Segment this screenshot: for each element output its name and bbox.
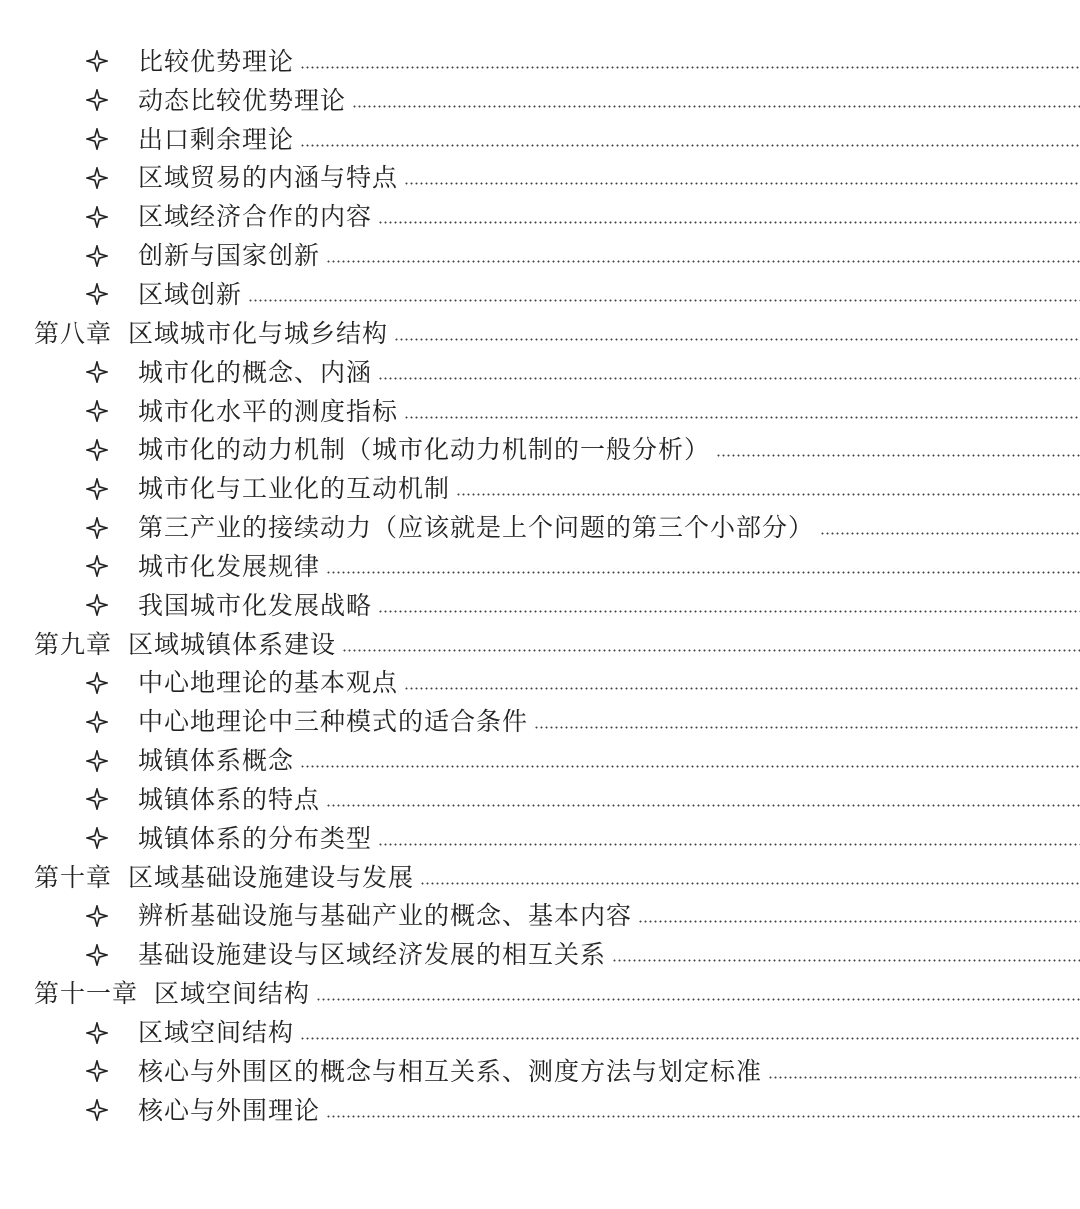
dot-leader — [300, 142, 1080, 148]
four-point-star-icon — [86, 672, 108, 694]
toc-item-label: 城镇体系概念 — [138, 746, 295, 776]
toc-item-label: 动态比较优势理论 — [138, 85, 347, 115]
four-point-star-icon — [86, 788, 108, 810]
dot-leader — [326, 259, 1080, 265]
four-point-star-icon — [86, 478, 108, 500]
dot-leader — [820, 531, 1080, 537]
dot-leader — [716, 453, 1080, 459]
toc-item-label: 核心与外围理论 — [138, 1095, 321, 1125]
dot-leader — [326, 1113, 1080, 1119]
chapter-number: 第九章 — [34, 629, 113, 659]
toc-chapter[interactable] — [0, 858, 1080, 897]
toc-item[interactable] — [0, 1013, 1080, 1052]
dot-leader — [378, 841, 1080, 847]
dot-leader — [352, 103, 1080, 109]
four-point-star-icon — [86, 1022, 108, 1044]
four-point-star-icon — [86, 750, 108, 772]
toc-item[interactable] — [0, 1091, 1080, 1130]
four-point-star-icon — [86, 905, 108, 927]
four-point-star-icon — [86, 89, 108, 111]
dot-leader — [378, 375, 1080, 381]
four-point-star-icon — [86, 361, 108, 383]
four-point-star-icon — [86, 711, 108, 733]
chapter-title: 区域基础设施建设与发展 — [128, 862, 415, 892]
toc-item[interactable] — [0, 935, 1080, 974]
dot-leader — [612, 958, 1080, 964]
dot-leader — [420, 880, 1080, 886]
toc-item[interactable] — [0, 819, 1080, 858]
toc-item[interactable] — [0, 547, 1080, 586]
dot-leader — [404, 181, 1080, 187]
chapter-number: 第十一章 — [34, 979, 139, 1009]
chapter-title: 区域城镇体系建设 — [128, 629, 337, 659]
toc-item-label: 城市化水平的测度指标 — [138, 396, 399, 426]
four-point-star-icon — [86, 283, 108, 305]
dot-leader — [534, 725, 1080, 731]
toc-item-label: 城镇体系的分布类型 — [138, 823, 373, 853]
toc-item-label: 城市化的概念、内涵 — [138, 357, 373, 387]
toc-item-label: 中心地理论的基本观点 — [138, 668, 399, 698]
four-point-star-icon — [86, 50, 108, 72]
four-point-star-icon — [86, 439, 108, 461]
toc-item-label: 中心地理论中三种模式的适合条件 — [138, 707, 529, 737]
dot-leader — [378, 220, 1080, 226]
toc-item-label: 辨析基础设施与基础产业的概念、基本内容 — [138, 901, 633, 931]
dot-leader — [300, 1036, 1080, 1042]
dot-leader — [638, 919, 1080, 925]
toc-item-label: 城市化的动力机制（城市化动力机制的一般分析） — [138, 435, 711, 465]
dot-leader — [456, 492, 1080, 498]
toc-item-label: 比较优势理论 — [138, 46, 295, 76]
four-point-star-icon — [86, 1060, 108, 1082]
chapter-title: 区域空间结构 — [154, 979, 311, 1009]
toc-item-label: 出口剩余理论 — [138, 124, 295, 154]
chapter-number: 第十章 — [34, 862, 113, 892]
toc-item-label: 基础设施建设与区域经济发展的相互关系 — [138, 940, 607, 970]
toc-item[interactable] — [0, 897, 1080, 936]
toc-item[interactable] — [0, 353, 1080, 392]
four-point-star-icon — [86, 827, 108, 849]
toc-item[interactable] — [0, 42, 1080, 81]
dot-leader — [300, 64, 1080, 70]
four-point-star-icon — [86, 594, 108, 616]
dot-leader — [394, 336, 1080, 342]
toc-chapter[interactable] — [0, 625, 1080, 664]
four-point-star-icon — [86, 944, 108, 966]
toc-item[interactable] — [0, 780, 1080, 819]
dot-leader — [378, 608, 1080, 614]
toc-item[interactable] — [0, 392, 1080, 431]
toc-item[interactable] — [0, 159, 1080, 198]
dot-leader — [316, 997, 1080, 1003]
toc-item[interactable] — [0, 664, 1080, 703]
toc-item-label: 核心与外围区的概念与相互关系、测度方法与划定标准 — [138, 1056, 763, 1086]
toc-item-label: 城镇体系的特点 — [138, 784, 321, 814]
four-point-star-icon — [86, 245, 108, 267]
toc-item[interactable] — [0, 508, 1080, 547]
dot-leader — [404, 686, 1080, 692]
four-point-star-icon — [86, 206, 108, 228]
toc-item[interactable] — [0, 1052, 1080, 1091]
chapter-title: 区域城市化与城乡结构 — [128, 318, 389, 348]
dot-leader — [248, 297, 1080, 303]
toc-item[interactable] — [0, 586, 1080, 625]
dot-leader — [404, 414, 1080, 420]
toc-item[interactable] — [0, 702, 1080, 741]
toc-item-label: 区域经济合作的内容 — [138, 202, 373, 232]
toc-item-label: 第三产业的接续动力（应该就是上个问题的第三个小部分） — [138, 513, 815, 543]
toc-chapter[interactable] — [0, 974, 1080, 1013]
four-point-star-icon — [86, 400, 108, 422]
dot-leader — [326, 569, 1080, 575]
table-of-contents — [0, 42, 1080, 1130]
four-point-star-icon — [86, 517, 108, 539]
toc-item-label: 区域空间结构 — [138, 1018, 295, 1048]
toc-item[interactable] — [0, 236, 1080, 275]
four-point-star-icon — [86, 167, 108, 189]
toc-item-label: 区域创新 — [138, 279, 243, 309]
toc-item-label: 城市化发展规律 — [138, 551, 321, 581]
dot-leader — [300, 764, 1080, 770]
toc-item[interactable] — [0, 81, 1080, 120]
four-point-star-icon — [86, 1099, 108, 1121]
four-point-star-icon — [86, 128, 108, 150]
dot-leader — [342, 647, 1080, 653]
toc-item[interactable] — [0, 197, 1080, 236]
dot-leader — [768, 1074, 1080, 1080]
toc-item[interactable] — [0, 469, 1080, 508]
toc-item-label: 我国城市化发展战略 — [138, 590, 373, 620]
toc-chapter[interactable] — [0, 314, 1080, 353]
chapter-number: 第八章 — [34, 318, 113, 348]
toc-item[interactable] — [0, 120, 1080, 159]
dot-leader — [326, 802, 1080, 808]
toc-item-label: 城市化与工业化的互动机制 — [138, 474, 451, 504]
toc-item-label: 区域贸易的内涵与特点 — [138, 163, 399, 193]
four-point-star-icon — [86, 555, 108, 577]
toc-item-label: 创新与国家创新 — [138, 241, 321, 271]
toc-item[interactable] — [0, 430, 1080, 469]
toc-item[interactable] — [0, 275, 1080, 314]
toc-item[interactable] — [0, 741, 1080, 780]
